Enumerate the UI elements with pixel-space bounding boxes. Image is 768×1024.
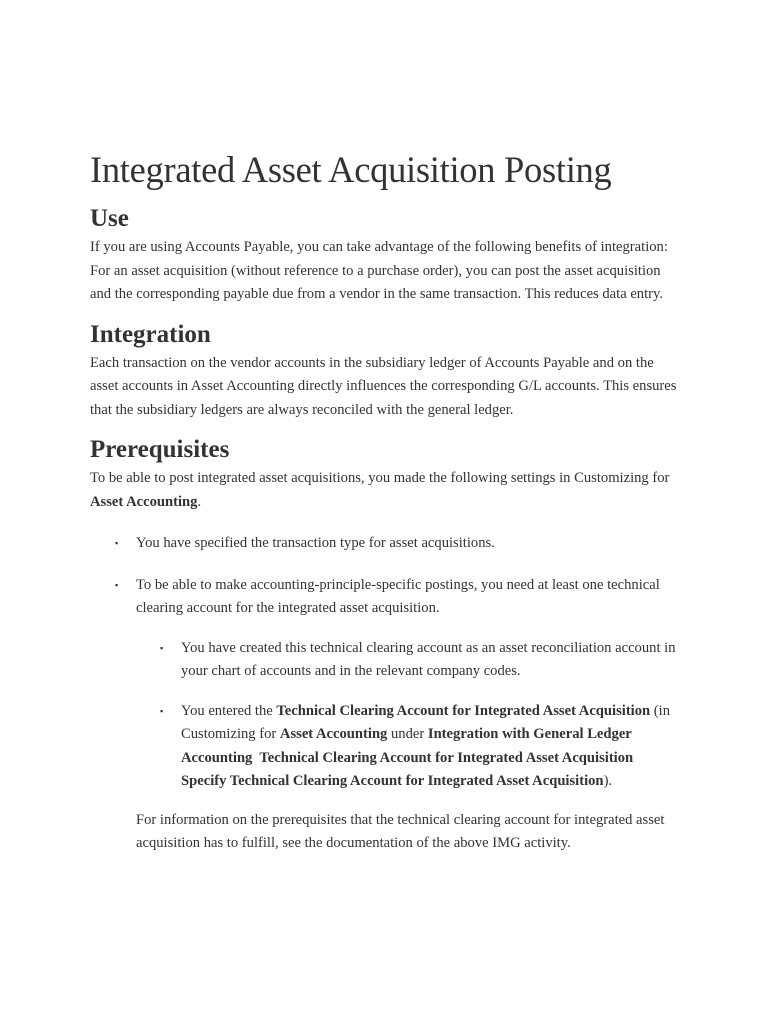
bullet-icon: ▪ (160, 642, 164, 653)
prerequisites-list (90, 532, 682, 794)
list-item (90, 574, 682, 621)
intro-bold: Asset Accounting (90, 493, 198, 510)
prerequisites-intro (90, 467, 682, 514)
item-bold: Asset Accounting (279, 726, 388, 742)
item-text: You have specified the transaction type for asset acquisitions. (136, 535, 495, 551)
integration-paragraph: Each transaction on the vendor accounts in the subsidiary ledger of Accounts Payable and on the asset accounts in Asset Accounting directly influences the corresponding G/L accounts. This ensures that the subsidiary ledgers are always reconciled with the general ledger. (90, 354, 677, 418)
bullet-icon: ▪ (160, 705, 164, 716)
bullet-icon: ▪ (115, 538, 119, 548)
intro-end: . (197, 493, 202, 510)
item-text: You have created this technical clearing account as an asset reconciliation account in your chart of accounts and in the relevant company codes. (181, 639, 676, 679)
document (90, 146, 682, 856)
item-text: under (387, 726, 428, 742)
integration-heading: Integration (90, 320, 211, 348)
item-text: To be able to make accounting-principle-specific postings, you need at least one technical clearing account for the integrated asset acquisition. (136, 576, 660, 616)
item-bold: Integration with General Ledger Accounting Technical Clearing Account for Integrated Asset Acquisition Specify Technical Clearing Account for Integrated Asset Acquisition (181, 726, 641, 789)
bullet-icon: ▪ (115, 579, 119, 590)
sub-list-item (90, 637, 682, 684)
page-title: Integrated Asset Acquisition Posting (90, 149, 612, 190)
item-text: You entered the (181, 702, 277, 719)
intro-text: To be able to post integrated asset acquisitions, you made the following settings in Customizing for (90, 470, 670, 486)
final-paragraph: For information on the prerequisites that the technical clearing account for integrated asset acquisition has to fulfill, see the documentation of the above IMG activity. (136, 811, 665, 851)
list-item (90, 532, 682, 556)
item-text: ). (603, 773, 613, 789)
item-text: (in Customizing for (181, 702, 671, 742)
item-bold: Technical Clearing Account for Integrated Asset Acquisition (276, 702, 651, 719)
prerequisites-heading: Prerequisites (90, 436, 230, 463)
sub-list-item (90, 700, 682, 794)
use-heading: Use (90, 205, 129, 232)
use-paragraph: If you are using Accounts Payable, you can take advantage of the following benefits of integration: For an asset acquisition (without reference to a purchase order), you can post the asset acquisition and the corresponding payable due from a vendor in the same transaction. This reduces data entry. (90, 239, 668, 302)
